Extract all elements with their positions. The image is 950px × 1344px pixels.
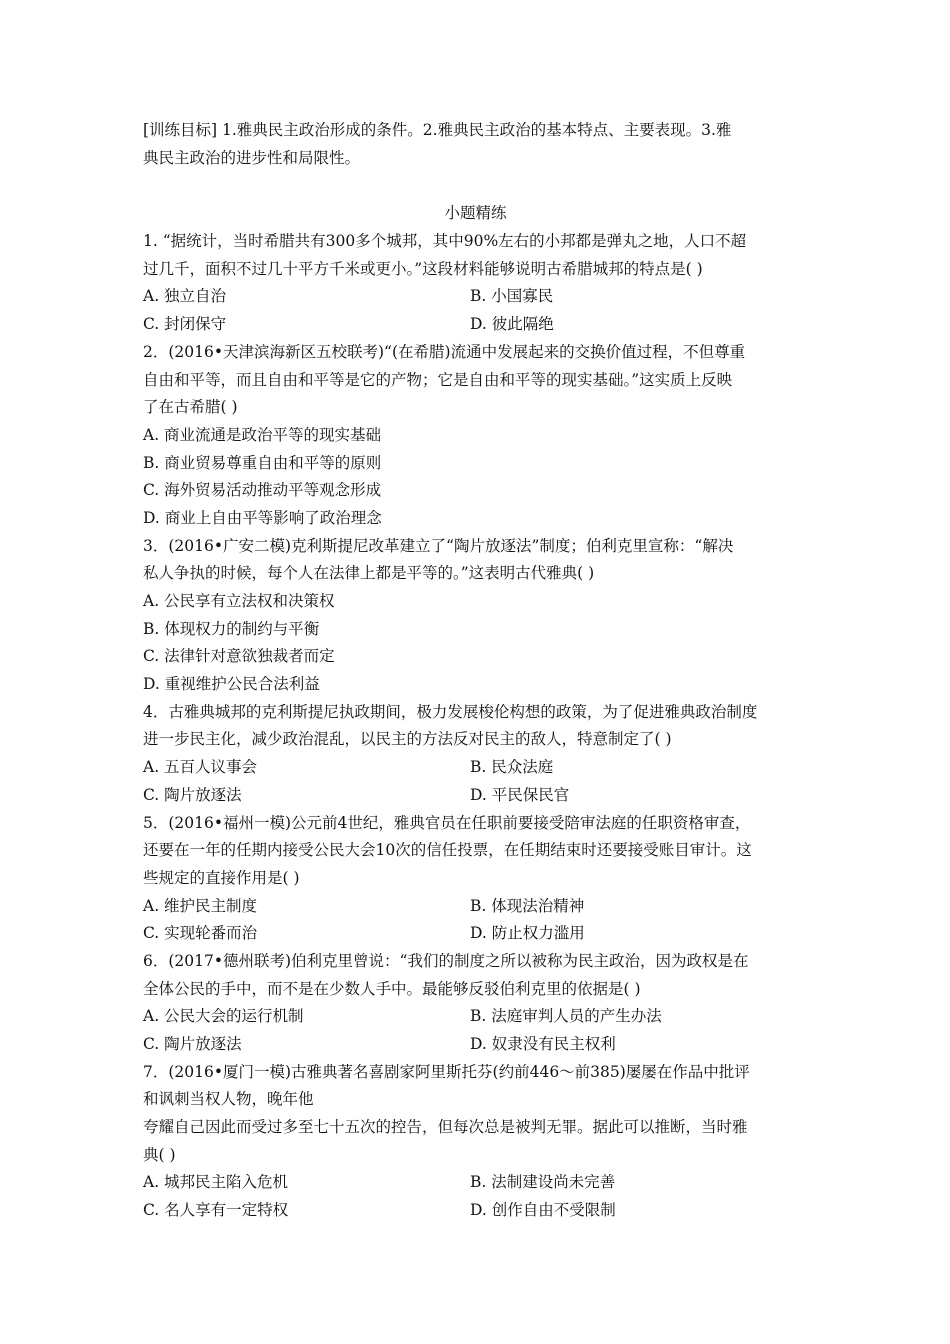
option-d: D. 商业上自由平等影响了政治理念 bbox=[143, 508, 382, 527]
goal-line: 典民主政治的进步性和局限性。 bbox=[143, 148, 361, 167]
option-b: B. 法庭审判人员的产生办法 bbox=[470, 1007, 662, 1026]
option-a: A. 维护民主制度 bbox=[143, 896, 258, 915]
option-c: C. 名人享有一定特权 bbox=[143, 1201, 289, 1220]
question-text: 过几千，面积不过几十平方千米或更小。”这段材料能够说明古希腊城邦的特点是( ) bbox=[143, 259, 703, 278]
option-a: A. 公民享有立法权和决策权 bbox=[143, 592, 335, 611]
option-c: C. 陶片放逐法 bbox=[143, 1035, 242, 1054]
section-title: 小题精练 bbox=[444, 204, 507, 223]
question-text: 6．(2017•德州联考)伯利克里曾说：“我们的制度之所以被称为民主政治，因为政权是在 bbox=[143, 951, 749, 970]
option-a: A. 公民大会的运行机制 bbox=[143, 1007, 304, 1026]
option-d: D. 彼此隔绝 bbox=[470, 315, 554, 334]
question-6 bbox=[143, 948, 808, 1059]
option-d: D. 防止权力滥用 bbox=[470, 924, 585, 943]
question-text: 5．(2016•福州一模)公元前4世纪，雅典官员在任职前要接受陪审法庭的任职资格审查， bbox=[143, 813, 751, 832]
option-b: B. 小国寡民 bbox=[470, 287, 554, 306]
question-text: 全体公民的手中，而不是在少数人手中。最能够反驳伯利克里的依据是( ) bbox=[143, 979, 641, 998]
option-d: D. 奴隶没有民主权利 bbox=[470, 1035, 616, 1054]
question-text: 自由和平等，而且自由和平等是它的产物；它是自由和平等的现实基础。”这实质上反映 bbox=[143, 370, 733, 389]
option-b: B. 体现法治精神 bbox=[470, 896, 585, 915]
option-a: A. 城邦民主陷入危机 bbox=[143, 1173, 289, 1192]
option-a: A. 商业流通是政治平等的现实基础 bbox=[143, 425, 382, 444]
question-text: 些规定的直接作用是( ) bbox=[143, 868, 300, 887]
question-text: 了在古希腊( ) bbox=[143, 398, 238, 417]
question-5 bbox=[143, 810, 808, 948]
option-d: D. 重视维护公民合法利益 bbox=[143, 675, 320, 694]
option-d: D. 创作自由不受限制 bbox=[470, 1201, 616, 1220]
option-b: B. 体现权力的制约与平衡 bbox=[143, 619, 320, 638]
option-b: B. 法制建设尚未完善 bbox=[470, 1173, 616, 1192]
question-2 bbox=[143, 339, 808, 533]
question-text: 和讽刺当权人物，晚年他 bbox=[143, 1090, 314, 1109]
question-text: 私人争执的时候，每个人在法律上都是平等的。”这表明古代雅典( ) bbox=[143, 564, 595, 583]
question-text: 4．古雅典城邦的克利斯提尼执政期间，极力发展梭伦构想的政策，为了促进雅典政治制度 bbox=[143, 702, 758, 721]
goal-line: [训练目标] 1.雅典民主政治形成的条件。2.雅典民主政治的基本特点、主要表现。3.雅 bbox=[143, 121, 732, 139]
question-text: 7．(2016•厦门一模)古雅典著名喜剧家阿里斯托芬(约前446～前385)屡屡在作品中批评 bbox=[143, 1062, 750, 1081]
option-c: C. 海外贸易活动推动平等观念形成 bbox=[143, 481, 382, 500]
question-text: 3．(2016•广安二模)克利斯提尼改革建立了“陶片放逐法”制度；伯利克里宣称：“解决 bbox=[143, 536, 734, 555]
question-text: 还要在一年的任期内接受公民大会10次的信任投票，在任期结束时还要接受账目审计。这 bbox=[143, 841, 752, 860]
question-4 bbox=[143, 699, 808, 810]
question-text: 夸耀自己因此而受过多至七十五次的控告，但每次总是被判无罪。据此可以推断，当时雅 bbox=[143, 1118, 748, 1137]
question-3 bbox=[143, 533, 808, 699]
document-page bbox=[143, 117, 808, 1225]
option-c: C. 法律针对意欲独裁者而定 bbox=[143, 647, 335, 666]
question-1 bbox=[143, 228, 808, 339]
option-a: A. 五百人议事会 bbox=[143, 758, 258, 777]
option-c: C. 陶片放逐法 bbox=[143, 785, 242, 804]
option-b: B. 商业贸易尊重自由和平等的原则 bbox=[143, 453, 382, 472]
option-d: D. 平民保民官 bbox=[470, 785, 570, 804]
option-a: A. 独立自治 bbox=[143, 287, 227, 306]
question-text: 典( ) bbox=[143, 1145, 176, 1164]
option-b: B. 民众法庭 bbox=[470, 758, 554, 777]
question-7 bbox=[143, 1059, 808, 1225]
option-c: C. 封闭保守 bbox=[143, 315, 227, 334]
training-goal bbox=[143, 117, 808, 172]
question-text: 1. “据统计，当时希腊共有300多个城邦，其中90%左右的小邦都是弹丸之地，人口不超 bbox=[143, 232, 747, 251]
question-text: 进一步民主化，减少政治混乱，以民主的方法反对民主的敌人，特意制定了( ) bbox=[143, 730, 672, 749]
option-c: C. 实现轮番而治 bbox=[143, 924, 258, 943]
question-text: 2．(2016•天津滨海新区五校联考)“(在希腊)流通中发展起来的交换价值过程，不但尊重 bbox=[143, 342, 746, 361]
